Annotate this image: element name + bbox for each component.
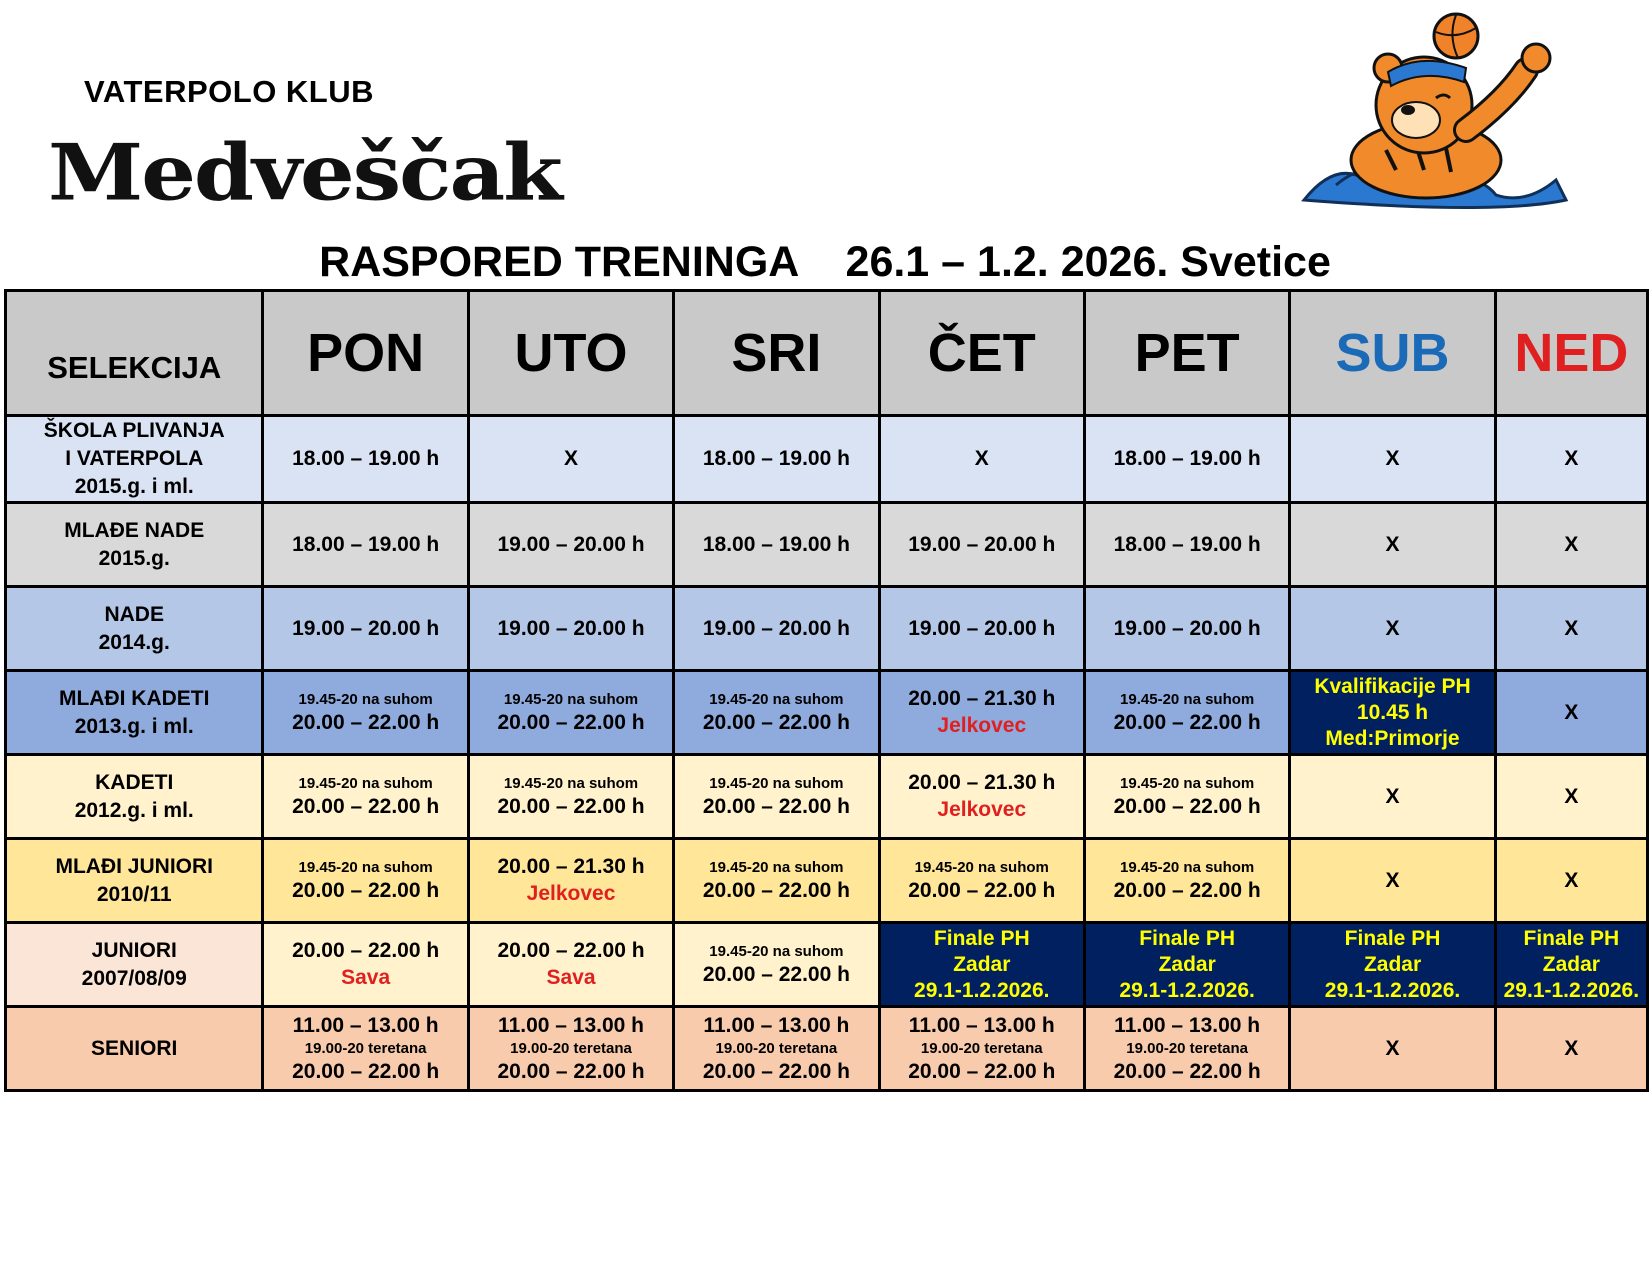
time-label: 29.1-1.2.2026.: [1503, 978, 1640, 1002]
table-row: [6, 671, 1648, 755]
note-label: 19.45-20 na suhom: [709, 858, 844, 876]
schedule-cell: [1495, 923, 1647, 1007]
time-label: 11.00 – 13.00 h: [498, 1013, 645, 1037]
time-label: 20.00 – 22.00 h: [702, 794, 850, 818]
note-label: 19.45-20 na suhom: [1120, 690, 1255, 708]
time-label: Zadar: [1363, 952, 1422, 976]
time-label: 20.00 – 22.00 h: [702, 962, 850, 986]
selection-cell: [6, 671, 263, 755]
time-label: X: [1564, 1036, 1579, 1060]
club-logo-text: Medveščak: [48, 127, 561, 219]
time-label: X: [1385, 532, 1400, 556]
schedule-cell: [1084, 1007, 1289, 1091]
location-label: Sava: [546, 966, 596, 989]
note-label: 19.45-20 na suhom: [503, 774, 639, 792]
time-label: 18.00 – 19.00 h: [292, 447, 440, 470]
time-label: X: [1385, 616, 1400, 640]
selection-label: ŠKOLA PLIVANJA: [43, 419, 225, 442]
schedule-cell: [1290, 671, 1495, 755]
note-label: 19.45-20 na suhom: [298, 774, 433, 792]
column-header-cet: ČET: [879, 291, 1084, 416]
schedule-cell: [263, 503, 468, 587]
schedule-cell: [1084, 503, 1289, 587]
selection-cell: [6, 755, 263, 839]
time-label: X: [1385, 447, 1400, 470]
table-header-row: [6, 291, 1648, 416]
note-label: 19.45-20 na suhom: [1120, 858, 1255, 876]
time-label: 19.00 – 20.00 h: [702, 616, 850, 640]
schedule-cell: [879, 1007, 1084, 1091]
selection-cell: [6, 923, 263, 1007]
time-label: 20.00 – 21.30 h: [908, 687, 1056, 710]
schedule-cell: [1495, 503, 1647, 587]
note-label: 19.45-20 na suhom: [298, 858, 433, 876]
selection-label: 2015.g. i ml.: [74, 475, 194, 498]
time-label: 18.00 – 19.00 h: [702, 447, 850, 470]
time-label: Zadar: [1542, 952, 1600, 976]
schedule-cell: [1084, 416, 1289, 503]
time-label: X: [1564, 616, 1579, 640]
schedule-cell: [1084, 755, 1289, 839]
note-label: 19.45-20 na suhom: [709, 942, 844, 960]
note-label: 19.00-20 teretana: [1126, 1039, 1249, 1057]
schedule-cell: [674, 923, 879, 1007]
selection-label: JUNIORI: [91, 938, 177, 962]
time-label: 20.00 – 22.00 h: [497, 794, 645, 818]
schedule-cell: [468, 1007, 673, 1091]
schedule-cell: [1495, 416, 1647, 503]
schedule-cell: [1495, 587, 1647, 671]
time-label: 11.00 – 13.00 h: [292, 1013, 439, 1037]
schedule-cell: [879, 587, 1084, 671]
schedule-cell: [468, 671, 673, 755]
column-header-pet: PET: [1084, 291, 1289, 416]
table-row: [6, 503, 1648, 587]
schedule-cell: [263, 755, 468, 839]
time-label: 20.00 – 22.00 h: [1113, 794, 1261, 818]
time-label: X: [974, 447, 989, 470]
time-label: X: [564, 447, 579, 470]
column-header-sri: SRI: [674, 291, 879, 416]
schedule-cell: [1495, 671, 1647, 755]
table-row: [6, 755, 1648, 839]
time-label: X: [1564, 532, 1579, 556]
schedule-cell: [263, 416, 468, 503]
location-label: Jelkovec: [526, 882, 616, 905]
time-label: 19.00 – 20.00 h: [292, 616, 440, 640]
schedule-cell: [674, 839, 879, 923]
time-label: 20.00 – 22.00 h: [292, 939, 440, 962]
selection-label: 2010/11: [96, 882, 172, 906]
time-label: Zadar: [1158, 952, 1216, 976]
schedule-cell: [468, 416, 673, 503]
time-label: 19.00 – 20.00 h: [497, 532, 645, 556]
selection-cell: [6, 839, 263, 923]
selection-label: 2014.g.: [98, 630, 170, 654]
schedule-cell: [1290, 587, 1495, 671]
time-label: X: [1564, 784, 1579, 808]
schedule-cell: [1084, 923, 1289, 1007]
time-label: 11.00 – 13.00 h: [908, 1013, 1055, 1037]
schedule-cell: [1084, 671, 1289, 755]
schedule-cell: [263, 587, 468, 671]
time-label: 20.00 – 22.00 h: [292, 710, 440, 734]
selection-label: 2012.g. i ml.: [74, 798, 194, 822]
selection-label: MLAĐE NADE: [64, 518, 205, 542]
schedule-cell: [1495, 755, 1647, 839]
note-label: 19.45-20 na suhom: [709, 774, 844, 792]
time-label: Finale PH: [1344, 926, 1441, 950]
time-label: X: [1564, 447, 1579, 470]
time-label: X: [1385, 1036, 1400, 1060]
selection-label: 2007/08/09: [81, 966, 187, 990]
schedule-cell: [879, 416, 1084, 503]
schedule-cell: [263, 1007, 468, 1091]
note-label: 19.00-20 teretana: [920, 1039, 1043, 1057]
schedule-cell: [1084, 839, 1289, 923]
time-label: 29.1-1.2.2026.: [914, 978, 1050, 1002]
time-label: 19.00 – 20.00 h: [497, 616, 645, 640]
time-label: 11.00 – 13.00 h: [703, 1013, 850, 1037]
time-label: 20.00 – 22.00 h: [292, 1059, 440, 1083]
selection-label: MLAĐI JUNIORI: [55, 854, 213, 878]
club-label: VATERPOLO KLUB: [84, 74, 375, 109]
schedule-cell: [1290, 416, 1495, 503]
time-label: X: [1385, 868, 1400, 892]
time-label: Kvalifikacije PH: [1314, 674, 1471, 698]
time-label: X: [1385, 784, 1400, 808]
table-row: [6, 587, 1648, 671]
time-label: 18.00 – 19.00 h: [702, 532, 850, 556]
schedule-cell: [879, 839, 1084, 923]
selection-label: 2015.g.: [98, 546, 170, 570]
time-label: 20.00 – 22.00 h: [292, 794, 440, 818]
schedule-cell: [879, 755, 1084, 839]
time-label: 10.45 h: [1356, 700, 1429, 724]
time-label: 20.00 – 22.00 h: [702, 878, 850, 902]
time-label: Finale PH: [1523, 926, 1620, 950]
time-label: 11.00 – 13.00 h: [1114, 1013, 1261, 1037]
table-row: [6, 1007, 1648, 1091]
time-label: X: [1564, 700, 1579, 724]
schedule-cell: [879, 923, 1084, 1007]
time-label: 18.00 – 19.00 h: [1113, 447, 1261, 470]
schedule-cell: [1495, 839, 1647, 923]
schedule-cell: [1290, 923, 1495, 1007]
page-title: RASPORED TRENINGA 26.1 – 1.2. 2026. Svetice: [319, 238, 1331, 286]
time-label: 29.1-1.2.2026.: [1324, 978, 1461, 1002]
time-label: 20.00 – 22.00 h: [1113, 710, 1261, 734]
time-label: 20.00 – 22.00 h: [1113, 878, 1261, 902]
club-logo: [48, 127, 561, 224]
schedule-cell: [879, 503, 1084, 587]
time-label: 20.00 – 22.00 h: [497, 710, 645, 734]
column-header-sub: SUB: [1290, 291, 1495, 416]
schedule-cell: [674, 671, 879, 755]
location-label: Jelkovec: [937, 714, 1027, 737]
training-schedule-table: [4, 289, 1649, 1092]
schedule-cell: [1495, 1007, 1647, 1091]
time-label: 20.00 – 22.00 h: [497, 1059, 645, 1083]
column-header-selekcija: SELEKCIJA: [6, 291, 263, 416]
water-polo-bear-mascot-icon: [1296, 10, 1586, 210]
schedule-cell: [468, 587, 673, 671]
table-row: [6, 839, 1648, 923]
time-label: 20.00 – 21.30 h: [908, 771, 1056, 794]
schedule-cell: [1290, 839, 1495, 923]
note-label: 19.45-20 na suhom: [298, 690, 433, 708]
selection-cell: [6, 416, 263, 503]
schedule-cell: [1290, 1007, 1495, 1091]
schedule-cell: [674, 503, 879, 587]
time-label: X: [1564, 868, 1579, 892]
column-header-ned: NED: [1495, 291, 1647, 416]
schedule-cell: [263, 671, 468, 755]
selection-label: SENIORI: [91, 1036, 178, 1060]
schedule-cell: [468, 755, 673, 839]
time-label: 20.00 – 22.00 h: [1113, 1059, 1261, 1083]
table-row: [6, 923, 1648, 1007]
column-header-pon: PON: [263, 291, 468, 416]
time-label: 19.00 – 20.00 h: [908, 616, 1056, 640]
note-label: 19.00-20 teretana: [715, 1039, 838, 1057]
time-label: 20.00 – 22.00 h: [292, 878, 440, 902]
schedule-cell: [674, 587, 879, 671]
schedule-cell: [674, 1007, 879, 1091]
time-label: 18.00 – 19.00 h: [292, 532, 440, 556]
time-label: 20.00 – 22.00 h: [702, 1059, 850, 1083]
time-label: Finale PH: [933, 926, 1030, 950]
column-header-uto: UTO: [468, 291, 673, 416]
selection-label: NADE: [104, 602, 164, 626]
schedule-cell: [1290, 503, 1495, 587]
time-label: Med:Primorje: [1325, 726, 1460, 750]
time-label: 20.00 – 22.00 h: [908, 878, 1056, 902]
selection-label: KADETI: [95, 770, 174, 794]
time-label: 20.00 – 22.00 h: [497, 939, 645, 962]
note-label: 19.45-20 na suhom: [1120, 774, 1255, 792]
time-label: 19.00 – 20.00 h: [908, 532, 1056, 556]
selection-label: 2013.g. i ml.: [74, 714, 194, 738]
schedule-cell: [263, 839, 468, 923]
time-label: Finale PH: [1139, 926, 1235, 950]
time-label: 29.1-1.2.2026.: [1119, 978, 1255, 1002]
note-label: 19.45-20 na suhom: [914, 858, 1049, 876]
note-label: 19.45-20 na suhom: [709, 690, 844, 708]
selection-label: I VATERPOLA: [65, 447, 204, 470]
note-label: 19.00-20 teretana: [510, 1039, 632, 1057]
schedule-cell: [1084, 587, 1289, 671]
note-label: 19.00-20 teretana: [304, 1039, 427, 1057]
time-label: 18.00 – 19.00 h: [1113, 532, 1261, 556]
schedule-cell: [674, 416, 879, 503]
schedule-cell: [468, 839, 673, 923]
time-label: 19.00 – 20.00 h: [1113, 616, 1261, 640]
location-label: Sava: [341, 966, 391, 989]
table-row: [6, 416, 1648, 503]
time-label: 20.00 – 21.30 h: [497, 855, 645, 878]
location-label: Jelkovec: [937, 798, 1027, 821]
schedule-cell: [263, 923, 468, 1007]
selection-cell: [6, 587, 263, 671]
selection-cell: [6, 503, 263, 587]
schedule-cell: [468, 503, 673, 587]
schedule-cell: [1290, 755, 1495, 839]
time-label: 20.00 – 22.00 h: [702, 710, 850, 734]
selection-cell: [6, 1007, 263, 1091]
time-label: 20.00 – 22.00 h: [908, 1059, 1056, 1083]
schedule-cell: [468, 923, 673, 1007]
time-label: Zadar: [953, 952, 1011, 976]
note-label: 19.45-20 na suhom: [503, 690, 639, 708]
selection-label: MLAĐI KADETI: [58, 686, 210, 710]
schedule-cell: [879, 671, 1084, 755]
schedule-cell: [674, 755, 879, 839]
